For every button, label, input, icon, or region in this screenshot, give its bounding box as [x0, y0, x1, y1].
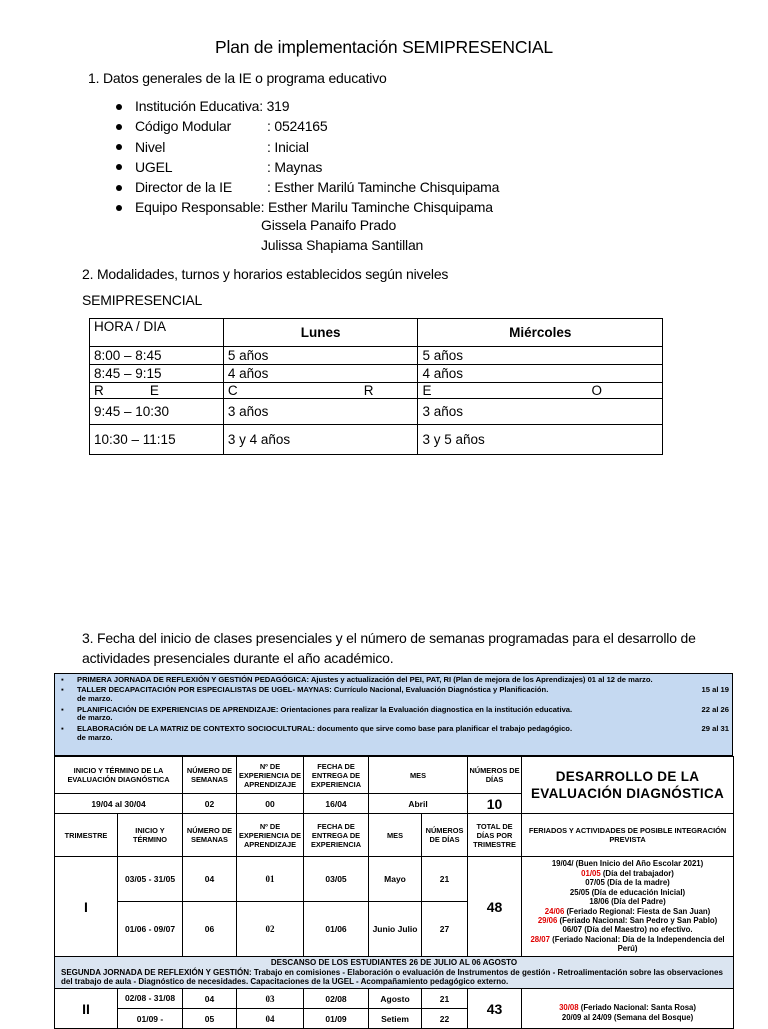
notice-item: ▪ TALLER DECAPACITACIÓN POR ESPECIALISTAS DE UGEL- MAYNAS: Currículo Nacional, Evaluación Diagnóstica y Planificación. de marzo. 15 al 19: [61, 685, 729, 704]
item-label: Nivel: [135, 138, 166, 155]
table-cell: 4 años: [418, 365, 663, 383]
table-cell: 16/04: [304, 794, 369, 814]
item-value: : Esther Marilú Taminche Chisquipama: [267, 179, 500, 196]
table-cell: 10:30 – 11:15: [90, 425, 224, 455]
table-cell: Abril: [369, 794, 468, 814]
item-value: : Inicial: [267, 138, 309, 155]
table-cell: 22: [422, 1009, 468, 1029]
events-list-trim2: [522, 989, 734, 1029]
table-cell: Mayo: [369, 857, 422, 902]
diag-header: FECHA DE ENTREGA DE EXPERIENCIA: [304, 757, 369, 794]
plan-header: FERIADOS Y ACTIVIDADES DE POSIBLE INTEGRACIÓN PREVISTA: [522, 814, 734, 857]
table-cell: 03/05 - 31/05: [118, 857, 183, 902]
plan-header: NÚMERO DE SEMANAS: [183, 814, 237, 857]
table-cell: 01/09 -: [118, 1009, 183, 1029]
event-text: (Feriado Nacional: Santa Rosa): [578, 1003, 696, 1013]
table-cell: 8:45 – 9:15: [90, 365, 224, 383]
table-cell: 19/04 al 30/04: [55, 794, 183, 814]
notice-box: [54, 673, 733, 756]
event-date: 18/06: [589, 897, 609, 907]
team-member-2: Gissela Panaifo Prado: [261, 217, 397, 233]
event-date: 06/07: [562, 925, 583, 935]
item-label: Director de la IE: [135, 179, 232, 196]
bullet-icon: [116, 205, 122, 211]
event-text: (Día del Padre): [608, 897, 666, 907]
diag-header: MES: [369, 757, 468, 794]
event-item: [522, 935, 733, 954]
recreo-letter: E: [422, 383, 432, 398]
table-cell: 4 años: [223, 365, 418, 383]
table-cell: 21: [422, 857, 468, 902]
events-list-trim1: [522, 857, 734, 957]
item-value: : 319: [259, 98, 290, 114]
table-cell: 02/08 - 31/08: [118, 989, 183, 1009]
table-cell: Agosto: [369, 989, 422, 1009]
event-text: (Día de la madre): [604, 878, 670, 888]
event-date: 24/06: [544, 906, 565, 916]
list-item: [116, 177, 499, 197]
diag-header: NÚMEROS DE DÍAS: [468, 757, 522, 794]
trimester-total: 43: [468, 989, 522, 1029]
team-member-3: Julissa Shapiama Santillan: [261, 237, 424, 253]
list-item: [116, 157, 499, 177]
event-item: [522, 916, 733, 925]
event-date: 25/05: [569, 887, 590, 897]
plan-header: Nº DE EXPERIENCIA DE APRENDIZAJE: [237, 814, 304, 857]
section-1-heading: 1. Datos generales de la IE o programa educativo: [88, 70, 387, 86]
event-date: 07/05: [585, 878, 605, 888]
recreo-letter: O: [591, 383, 602, 398]
diag-header: NÚMERO DE SEMANAS: [183, 757, 237, 794]
plan-header: NÚMEROS DE DÍAS: [422, 814, 468, 857]
bullet-icon: [116, 185, 122, 191]
table-cell: 10: [468, 794, 522, 814]
table-cell: Setiem: [369, 1009, 422, 1029]
table-cell: 27: [422, 902, 468, 957]
table-cell: 01/09: [304, 1009, 369, 1029]
bullet-icon: [116, 104, 122, 110]
trimester-total: 48: [468, 857, 522, 957]
item-label: UGEL: [135, 158, 173, 175]
notice-item: ▪ PRIMERA JORNADA DE REFLEXIÓN Y GESTIÓN PEDAGÓGICA: Ajustes y actualización del PEI, PAT, RI (Plan de mejora de los Aprendizajes) 01 al 12 de marzo.: [61, 675, 653, 684]
table-cell: Junio Julio: [369, 902, 422, 957]
table-cell: 01/06: [304, 902, 369, 957]
plan-header: TOTAL DE DÍAS POR TRIMESTRE: [468, 814, 522, 857]
table-cell: 02: [237, 902, 304, 957]
event-date: 19/04/: [551, 859, 574, 869]
list-item: [116, 197, 499, 217]
schedule-table: [89, 318, 663, 455]
bullet-icon: [116, 124, 122, 130]
header-hora-dia: HORA / DIA: [90, 319, 224, 347]
event-date: 30/08: [559, 1003, 579, 1013]
event-text: (Buen Inicio del Año Escolar 2021): [573, 859, 704, 869]
section-2-subheading: SEMIPRESENCIAL: [82, 292, 203, 308]
section-2-heading: 2. Modalidades, turnos y horarios establecidos según niveles: [82, 266, 449, 282]
event-item: [522, 897, 733, 906]
notice-item: ▪ PLANIFICACIÓN DE EXPERIENCIAS DE APRENDIZAJE: Orientaciones para realizar la Evaluación diagnostica en la institución educativa. de marzo. 22 al 26: [61, 704, 729, 723]
table-cell: 04: [183, 989, 237, 1009]
table-cell: 04: [183, 857, 237, 902]
diag-header: Nº DE EXPERIENCIA DE APRENDIZAJE: [237, 757, 304, 794]
event-text: (Feriado Nacional: San Pedro y San Pablo): [557, 915, 718, 925]
trimester-label: I: [55, 857, 118, 957]
event-text: (Día de educación Inicial): [589, 887, 686, 897]
list-item: [116, 96, 499, 116]
table-cell: 3 años: [223, 399, 418, 425]
item-label: Código Modular: [135, 118, 232, 135]
table-cell: 03/05: [304, 857, 369, 902]
event-item: [522, 859, 733, 868]
bullet-icon: [116, 144, 122, 150]
plan-table: [54, 756, 734, 1029]
table-cell: 03: [237, 989, 304, 1009]
table-cell: 00: [237, 794, 304, 814]
event-text: (Día del Maestro) no efectivo.: [582, 925, 693, 935]
plan-header: TRIMESTRE: [55, 814, 118, 857]
bullet-icon: [116, 164, 122, 170]
diag-header: INICIO Y TÉRMINO DE LA EVALUACIÓN DIAGNÓSTICA: [55, 757, 183, 794]
general-data-list: [116, 96, 499, 218]
recreo-letter: C: [227, 383, 238, 398]
item-value: : Esther Marilu Taminche Chisquipama: [260, 199, 493, 216]
break-banner: [55, 957, 734, 989]
event-item: [522, 925, 733, 934]
break-title: DESCANSO DE LOS ESTUDIANTES 26 DE JULIO AL 06 AGOSTO: [270, 958, 518, 968]
event-text: (Feriado Regional: Fiesta de San Juan): [564, 906, 711, 916]
table-cell: 3 años: [418, 399, 663, 425]
trimester-label: II: [55, 989, 118, 1029]
item-value: : Maynas: [267, 158, 323, 175]
recreo-letter: R: [363, 383, 374, 398]
recreo-letter: E: [149, 383, 159, 398]
break-text: SEGUNDA JORNADA DE REFLEXIÓN Y GESTIÓN: Trabajo en comisiones - Elaboración o evaluación de Instrumentos de gestión - Retroalimentación sobre las observaciones del trabajo de aula - Diagnóstico de necesidades. Capacitaciones de la UGEL - Acompañamiento pedagógico externo.: [61, 967, 723, 987]
item-label: Institución Educativa: [135, 98, 260, 114]
recreo-letter: R: [94, 383, 104, 398]
event-date: 28/07: [530, 934, 550, 944]
table-cell: 01: [237, 857, 304, 902]
table-cell: 04: [237, 1009, 304, 1029]
diag-title: DESARROLLO DE LA EVALUACIÓN DIAGNÓSTICA: [522, 757, 734, 814]
event-text: (Feriado Nacional: Día de la Independencia del Perú): [549, 934, 725, 954]
event-text: (Día del trabajador): [600, 868, 674, 878]
table-cell: 8:00 – 8:45: [90, 347, 224, 365]
table-cell: 21: [422, 989, 468, 1009]
plan-header: INICIO Y TÉRMINO: [118, 814, 183, 857]
event-date: 20/09 al 24/09: [561, 1012, 612, 1022]
item-value: : 0524165: [267, 118, 328, 135]
plan-header: MES: [369, 814, 422, 857]
header-lunes: Lunes: [223, 319, 418, 347]
table-cell: 9:45 – 10:30: [90, 399, 224, 425]
event-item: [522, 888, 733, 897]
event-item: [522, 878, 733, 887]
event-text: (Semana del Bosque): [611, 1012, 694, 1022]
table-cell: 5 años: [418, 347, 663, 365]
event-date: 01/05: [581, 868, 601, 878]
item-label: Equipo Responsable: [135, 199, 261, 216]
event-item: [522, 907, 733, 916]
table-cell: 02: [183, 794, 237, 814]
event-item: [522, 1013, 733, 1022]
table-cell: 05: [183, 1009, 237, 1029]
table-cell: 3 y 5 años: [418, 425, 663, 455]
list-item: [116, 116, 499, 136]
table-cell: 02/08: [304, 989, 369, 1009]
plan-header: FECHA DE ENTREGA DE EXPERIENCIA: [304, 814, 369, 857]
table-cell: 3 y 4 años: [223, 425, 418, 455]
header-miercoles: Miércoles: [418, 319, 663, 347]
list-item: [116, 137, 499, 157]
event-item: [522, 869, 733, 878]
section-3-heading: 3. Fecha del inicio de clases presenciales y el número de semanas programadas para el desarrollo de actividades presenciales durante el año académico.: [82, 630, 696, 666]
event-date: 29/06: [537, 915, 558, 925]
event-item: [522, 1003, 733, 1012]
page-title: Plan de implementación SEMIPRESENCIAL: [215, 37, 553, 57]
recreo-row: [90, 383, 663, 399]
table-cell: 5 años: [223, 347, 418, 365]
notice-item: ▪ ELABORACIÓN DE LA MATRIZ DE CONTEXTO SOCIOCULTURAL: documento que sirve como base para planificar el trabajo pedagógico. de marzo. 29 al 31: [61, 723, 729, 742]
table-cell: 06: [183, 902, 237, 957]
table-cell: 01/06 - 09/07: [118, 902, 183, 957]
